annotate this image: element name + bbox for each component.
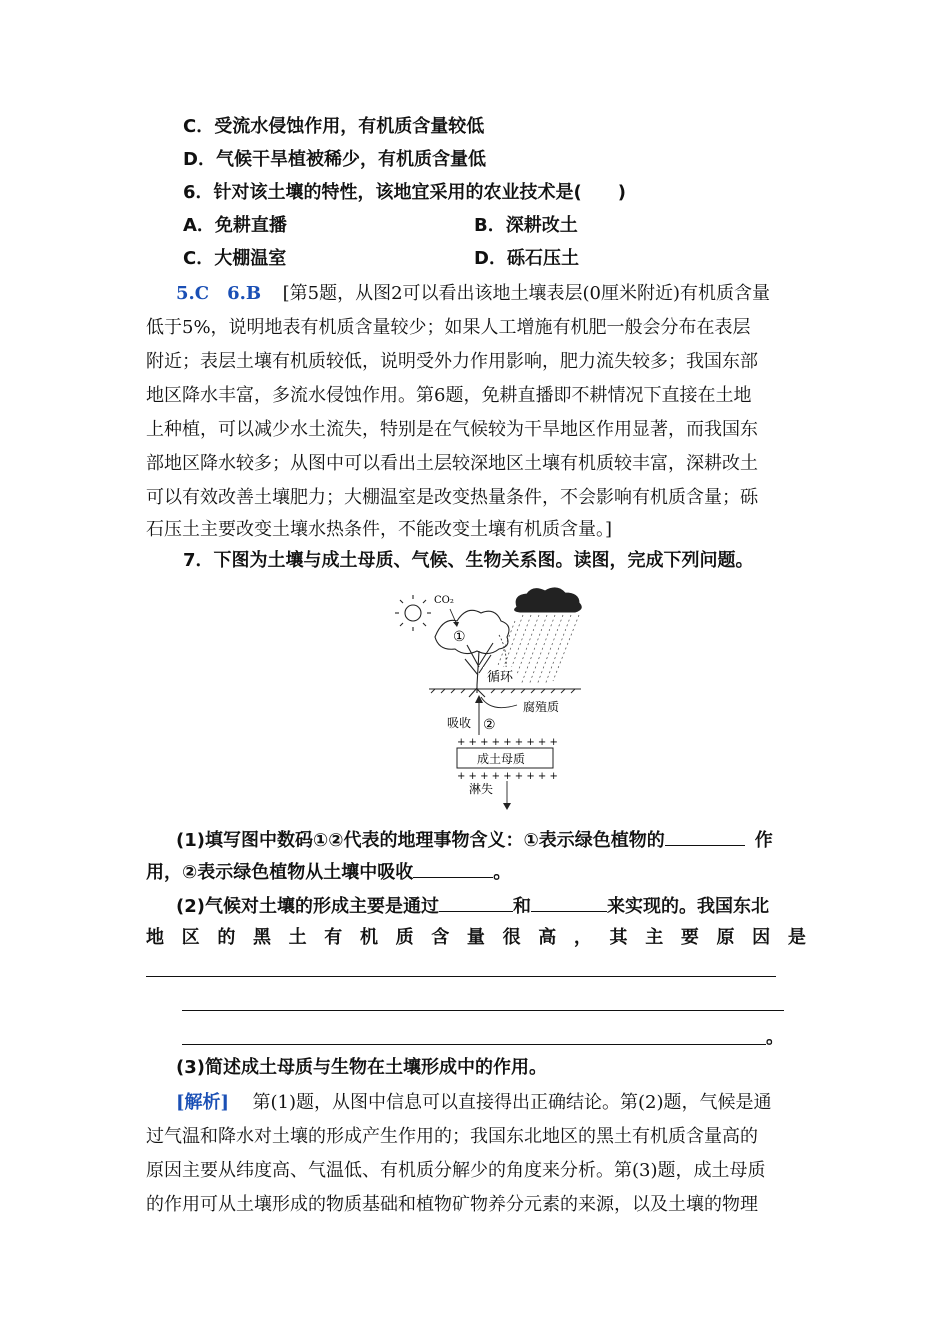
q7-sub2-char: 机 bbox=[359, 927, 378, 948]
absorb-label: 吸收 bbox=[447, 716, 472, 730]
q7-sub2-char: 土 bbox=[288, 927, 307, 948]
q6-option-d: D．砾石压土 bbox=[474, 248, 579, 269]
q6-stem: 6．针对该土壤的特性，该地宜采用的农业技术是( ) bbox=[183, 182, 626, 203]
cycle-label: 循环 bbox=[487, 670, 514, 685]
q7-sub2-char: 因 bbox=[752, 927, 771, 948]
q7-sub1-text: 作 bbox=[754, 830, 773, 851]
answer-line[interactable] bbox=[182, 1010, 784, 1011]
answer-56-line: 上种植，可以减少水土流失，特别是在气候较为干旱地区作用显著，而我国东 bbox=[146, 419, 758, 440]
q7-sub2-char: 其 bbox=[609, 927, 628, 948]
q7-sub2-text: 和 bbox=[512, 896, 531, 917]
q7-sub2-char: 区 bbox=[181, 927, 200, 948]
q7-sub2-char: 要 bbox=[680, 927, 699, 948]
q7-sub2-char: 质 bbox=[395, 927, 414, 948]
analysis-label: [解析] bbox=[176, 1092, 230, 1113]
ground-surface bbox=[429, 689, 581, 693]
q7-sub1-line1 bbox=[176, 827, 773, 853]
answer-56-key: 5.C 6.B bbox=[176, 283, 262, 304]
q7-sub2-char: ， bbox=[573, 927, 592, 948]
plus-row-top: + + + + + + + + + bbox=[457, 737, 558, 748]
answer-56-line: 附近；表层土壤有机质较低，说明受外力作用影响，肥力流失较多；我国东部 bbox=[146, 351, 758, 372]
q7-sub2-char: 高 bbox=[538, 927, 557, 948]
q6-option-a: A．免耕直播 bbox=[183, 215, 287, 236]
q7-sub1-line2 bbox=[146, 859, 511, 885]
q7-stem: 7．下图为土壤与成土母质、气候、生物关系图。读图，完成下列问题。 bbox=[183, 550, 754, 571]
analysis-text: 过气温和降水对土壤的形成产生作用的；我国东北地区的黑土有机质含量高的 bbox=[146, 1126, 758, 1147]
q7-sub2-char: 量 bbox=[466, 927, 485, 948]
answer-56-line: [第5题，从图2可以看出该地土壤表层(0厘米附近)有机质含量 bbox=[282, 283, 771, 304]
analysis-text: 的作用可从土壤形成的物质基础和植物矿物养分元素的来源，以及土壤的物理 bbox=[146, 1194, 758, 1215]
q7-sub2-text: 来实现的。我国东北 bbox=[606, 896, 769, 917]
q7-sub2-char: 是 bbox=[787, 927, 806, 948]
plus-row-bottom: + + + + + + + + + bbox=[457, 771, 558, 782]
answer-blank[interactable] bbox=[439, 893, 513, 912]
answer-56-line: 可以有效改善土壤肥力；大棚温室是改变热量条件，不会影响有机质含量；砾 bbox=[146, 487, 758, 508]
q6-option-c: C．大棚温室 bbox=[183, 248, 287, 269]
cloud-icon bbox=[515, 588, 582, 612]
answer-blank[interactable] bbox=[531, 893, 607, 912]
answer-line[interactable] bbox=[182, 1044, 766, 1045]
q7-sub2-char: 黑 bbox=[252, 927, 271, 948]
humus-label: 腐殖质 bbox=[523, 700, 560, 714]
co2-label: CO₂ bbox=[434, 595, 454, 606]
analysis-first-line bbox=[176, 1091, 806, 1115]
q7-sub2-text: (2)气候对土壤的形成主要是通过 bbox=[176, 896, 439, 917]
answer-56-line: 地区降水丰富，多流水侵蚀作用。第6题，免耕直播即不耕情况下直接在土地 bbox=[146, 385, 752, 406]
q6-option-b: B．深耕改土 bbox=[474, 215, 578, 236]
parent-material-label: 成土母质 bbox=[477, 752, 526, 766]
q7-sub1-text: 用，②表示绿色植物从土壤中吸收 bbox=[146, 862, 414, 883]
answer-blank[interactable] bbox=[413, 859, 493, 878]
answer-56-first-line bbox=[176, 282, 806, 306]
q7-sub2-line2 bbox=[146, 926, 806, 950]
q7-sub3: (3)简述成土母质与生物在土壤形成中的作用。 bbox=[176, 1057, 547, 1078]
q5-option-d: D．气候干旱植被稀少，有机质含量低 bbox=[183, 149, 486, 170]
q7-sub2-line1 bbox=[176, 893, 769, 919]
circle-1-label: ① bbox=[453, 629, 466, 645]
q7-sub2-char: 很 bbox=[502, 927, 521, 948]
circle-2-label: ② bbox=[483, 717, 496, 733]
q7-sub2-char: 的 bbox=[217, 927, 236, 948]
q5-option-c: C．受流水侵蚀作用，有机质含量较低 bbox=[183, 116, 485, 137]
q7-sub2-char: 主 bbox=[645, 927, 664, 948]
answer-line[interactable] bbox=[146, 976, 776, 977]
analysis-text: 第(1)题，从图中信息可以直接得出正确结论。第(2)题，气候是通 bbox=[252, 1092, 772, 1113]
answer-56-line: 部地区降水较多；从图中可以看出土层较深地区土壤有机质较丰富，深耕改土 bbox=[146, 453, 758, 474]
leaching-label: 淋失 bbox=[469, 782, 494, 796]
answer-56-line: 石压土主要改变土壤水热条件，不能改变土壤有机质含量。] bbox=[146, 519, 613, 540]
q7-sub1-text: 。 bbox=[493, 862, 512, 883]
q7-sub2-char: 原 bbox=[716, 927, 735, 948]
q7-sub2-char: 有 bbox=[324, 927, 343, 948]
q7-sub2-char: 含 bbox=[431, 927, 450, 948]
sun-icon bbox=[395, 595, 431, 631]
analysis-text: 原因主要从纬度高、气温低、有机质分解少的角度来分析。第(3)题，成土母质 bbox=[146, 1160, 766, 1181]
answer-line-period: 。 bbox=[766, 1027, 784, 1048]
answer-blank[interactable] bbox=[665, 827, 745, 846]
soil-relation-diagram bbox=[395, 585, 605, 810]
answer-56-line: 低于5%，说明地表有机质含量较少；如果人工增施有机肥一般会分布在表层 bbox=[146, 317, 751, 338]
q7-sub2-char: 地 bbox=[146, 927, 164, 948]
q7-sub1-text: (1)填写图中数码①②代表的地理事物含义：①表示绿色植物的 bbox=[176, 830, 665, 851]
